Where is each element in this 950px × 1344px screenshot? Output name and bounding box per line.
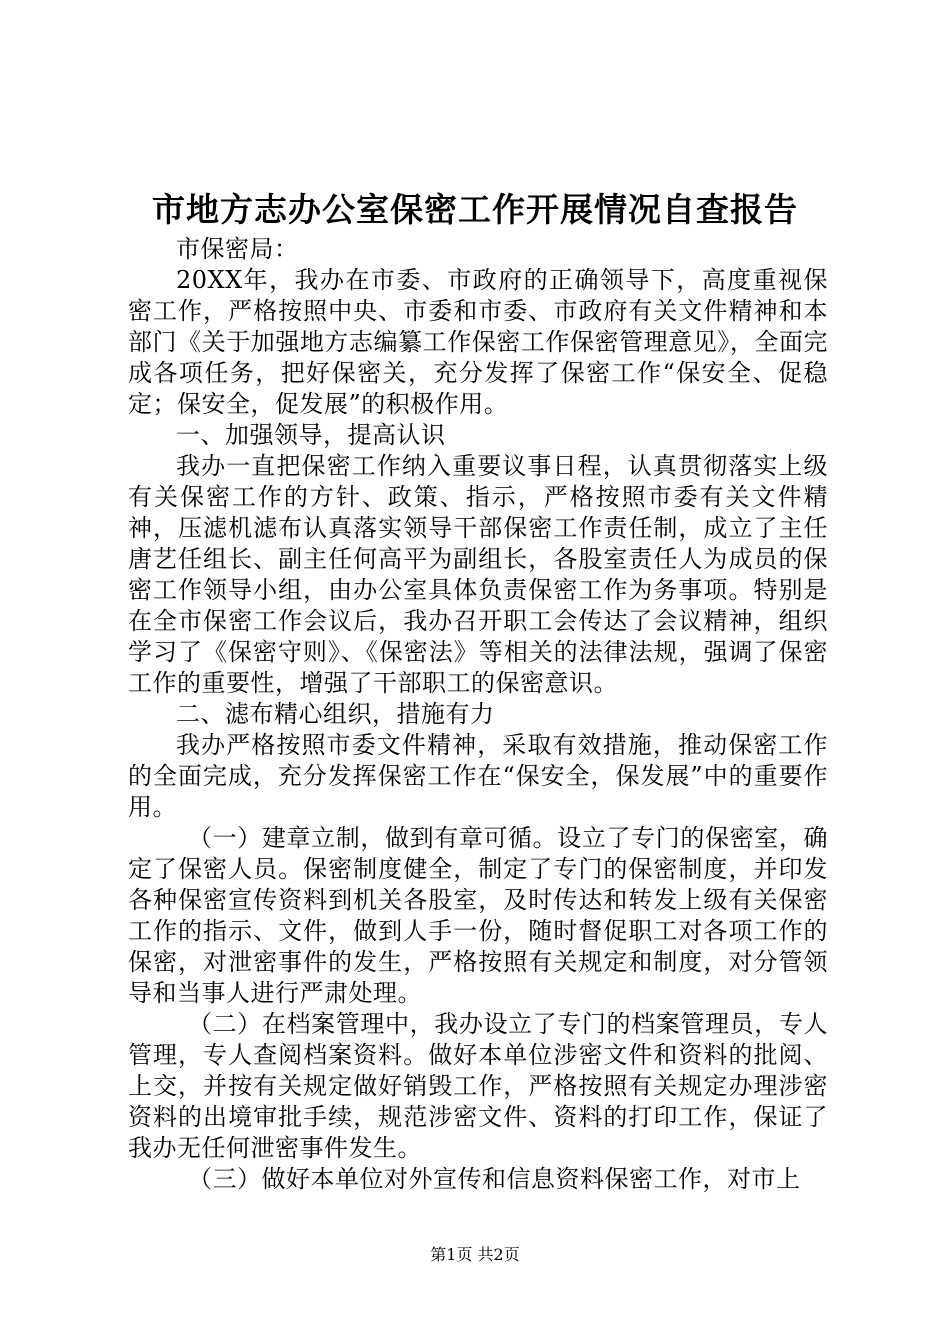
paragraph-item-2: （二）在档案管理中，我办设立了专门的档案管理员，专人管理，专人查阅档案资料。做好本单位涉密文件和资料的批阅、上交，并按有关规定做好销毁工作，严格按照有关规定办理涉密资料的出境审批手续，规范涉密文件、资料的打印工作，保证了我办无任何泄密事件发生。	[128, 1010, 828, 1162]
paragraph-item-3: （三）做好本单位对外宣传和信息资料保密工作，对市上	[188, 1165, 801, 1193]
paragraph-section-2: 我办严格按照市委文件精神，采取有效措施，推动保密工作的全面完成，充分发挥保密工作在“保安全，保发展”中的重要作用。	[128, 731, 828, 821]
document-body	[128, 234, 828, 1195]
paragraph-intro: 20XX年，我办在市委、市政府的正确领导下，高度重视保密工作，严格按照中央、市委和市委、市政府有关文件精神和本部门《关于加强地方志编纂工作保密工作保密管理意见》，全面完成各项任务，把好保密关，充分发挥了保密工作“保安全、促稳定；保安全，促发展”的积极作用。	[128, 266, 828, 418]
section-heading-1: 一、加强领导，提高认识	[176, 421, 446, 449]
addressee: 市保密局：	[176, 235, 299, 263]
page-number: 第1页 共2页	[430, 1245, 520, 1264]
section-heading-2: 二、滤布精心组织，措施有力	[176, 700, 495, 728]
page-title: 市地方志办公室保密工作开展情况自查报告	[152, 190, 798, 229]
paragraph-item-1: （一）建章立制，做到有章可循。设立了专门的保密室，确定了保密人员。保密制度健全，制定了专门的保密制度，并印发各种保密宣传资料到机关各股室，及时传达和转发上级有关保密工作的指示、文件，做到人手一份，随时督促职工对各项工作的保密，对泄密事件的发生，严格按照有关规定和制度，对分管领导和当事人进行严肃处理。	[128, 824, 828, 1007]
paragraph-section-1: 我办一直把保密工作纳入重要议事日程，认真贯彻落实上级有关保密工作的方针、政策、指示，严格按照市委有关文件精神，压滤机滤布认真落实领导干部保密工作责任制，成立了主任唐艺任组长、副主任何高平为副组长，各股室责任人为成员的保密工作领导小组，由办公室具体负责保密工作为务事项。特别是在全市保密工作会议后，我办召开职工会传达了会议精神，组织学习了《保密守则》、《保密法》等相关的法律法规，强调了保密工作的重要性，增强了干部职工的保密意识。	[128, 452, 828, 697]
